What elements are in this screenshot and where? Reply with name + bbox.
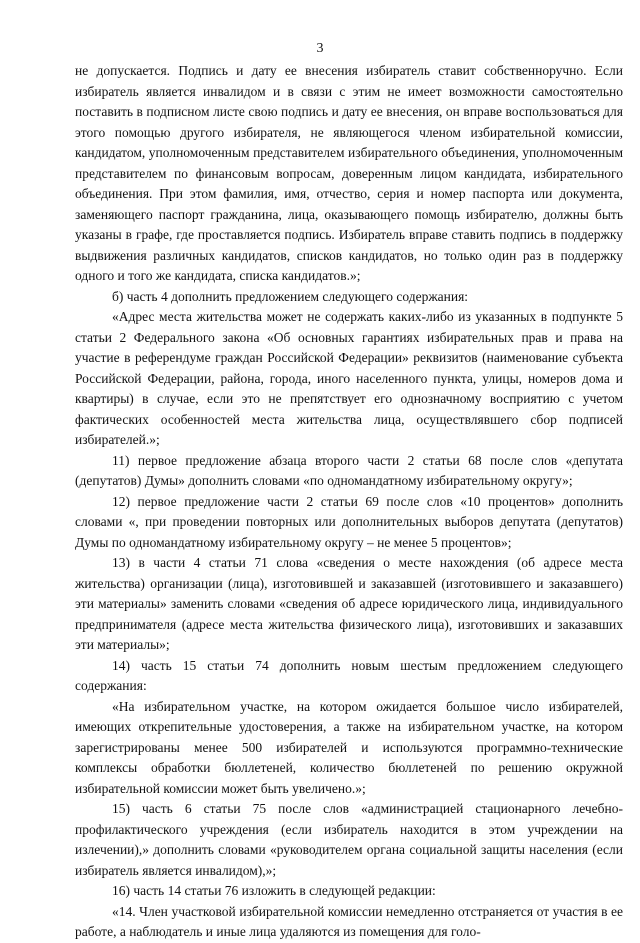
paragraph-1: не допускается. Подпись и дату ее внесения избиратель ставит собственноручно. Если избиратель является инвалидом и в связи с этим не имеет возможности самостоятельно поставить в подписном листе свою подпись и дату ее внесения, он вправе воспользоваться для этого помощью другого избирателя, не являющегося членом избирательной комиссии, кандидатом, уполномоченным представителем избирательного объединения, уполномоченным представителем по финансовым вопросам, доверенным лицом кандидата, избирательного объединения. При этом фамилия, имя, отчество, серия и номер паспорта или документа, заменяющего паспорт гражданина, лица, оказывающего помощь избирателю, должны быть указаны в графе, где проставляется подпись. Избиратель вправе ставить подпись в поддержку выдвижения различных кандидатов, списков кандидатов, но только один раз в поддержку одного и того же кандидата, списка кандидатов.»; [75,63,623,283]
paragraph-3: «Адрес места жительства может не содержать каких-либо из указанных в подпункте 5 статьи 2 Федерального закона «Об основных гарантиях избирательных прав и права на участие в референдуме граждан Российской Федерации» реквизитов (наименование субъекта Российской Федерации, района, города, иного населенного пункта, улицы, номеров дома и квартиры) в случае, если это не препятствует его однозначному восприятию с учетом фактических особенностей места жительства лица, осуществлявшего сбор подписей избирателей.»; [75,309,623,447]
document-text [75,61,623,943]
paragraph-4: 11) первое предложение абзаца второго части 2 статьи 68 после слов «депутата (депутатов) Думы» дополнить словами «по одномандатному избирательному округу»; [75,452,623,488]
page-number: 3 [316,41,324,56]
paragraph-8: «На избирательном участке, на котором ожидается большое число избирателей, имеющих открепительные удостоверения, а также на избирательном участке, на котором зарегистрированы менее 500 избирателей и используются программно-технические комплексы обработки бюллетеней, количество бюллетеней по решению окружной избирательной комиссии может быть увеличено.»; [75,698,623,796]
paragraph-10: 16) часть 14 статьи 76 изложить в следующей редакции: [112,883,436,898]
paragraph-7: 14) часть 15 статьи 74 дополнить новым шестым предложением следующего содержания: [75,657,623,693]
paragraph-6: 13) в части 4 статьи 71 слова «сведения о месте нахождения (об адресе места жительства) организации (лица), изготовившей и заказавшей (изготовившего и заказавшего) эти материалы» заменить словами «сведения об адресе юридического лица, индивидуального предпринимателя (адресе места жительства физического лица), изготовивших и заказавших эти материалы»; [75,555,623,652]
paragraph-11: «14. Член участковой избирательной комиссии немедленно отстраняется от участия в ее работе, а наблюдатель и иные лица удаляются из помещения для голо- [75,903,623,939]
paragraph-9: 15) часть 6 статьи 75 после слов «администрацией стационарного лечебно-профилактического учреждения (если избиратель находится в этом учреждении на излечении),» дополнить словами «руководителем органа социальной защиты населения (если избиратель является инвалидом),»; [75,801,623,878]
paragraph-2: б) часть 4 дополнить предложением следующего содержания: [112,288,469,304]
paragraph-5: 12) первое предложение части 2 статьи 69 после слов «10 процентов» дополнить словами «, при проведении повторных или дополнительных выборов депутата (депутатов) Думы по одномандатному избирательному округу – не менее 5 процентов»; [75,493,623,550]
